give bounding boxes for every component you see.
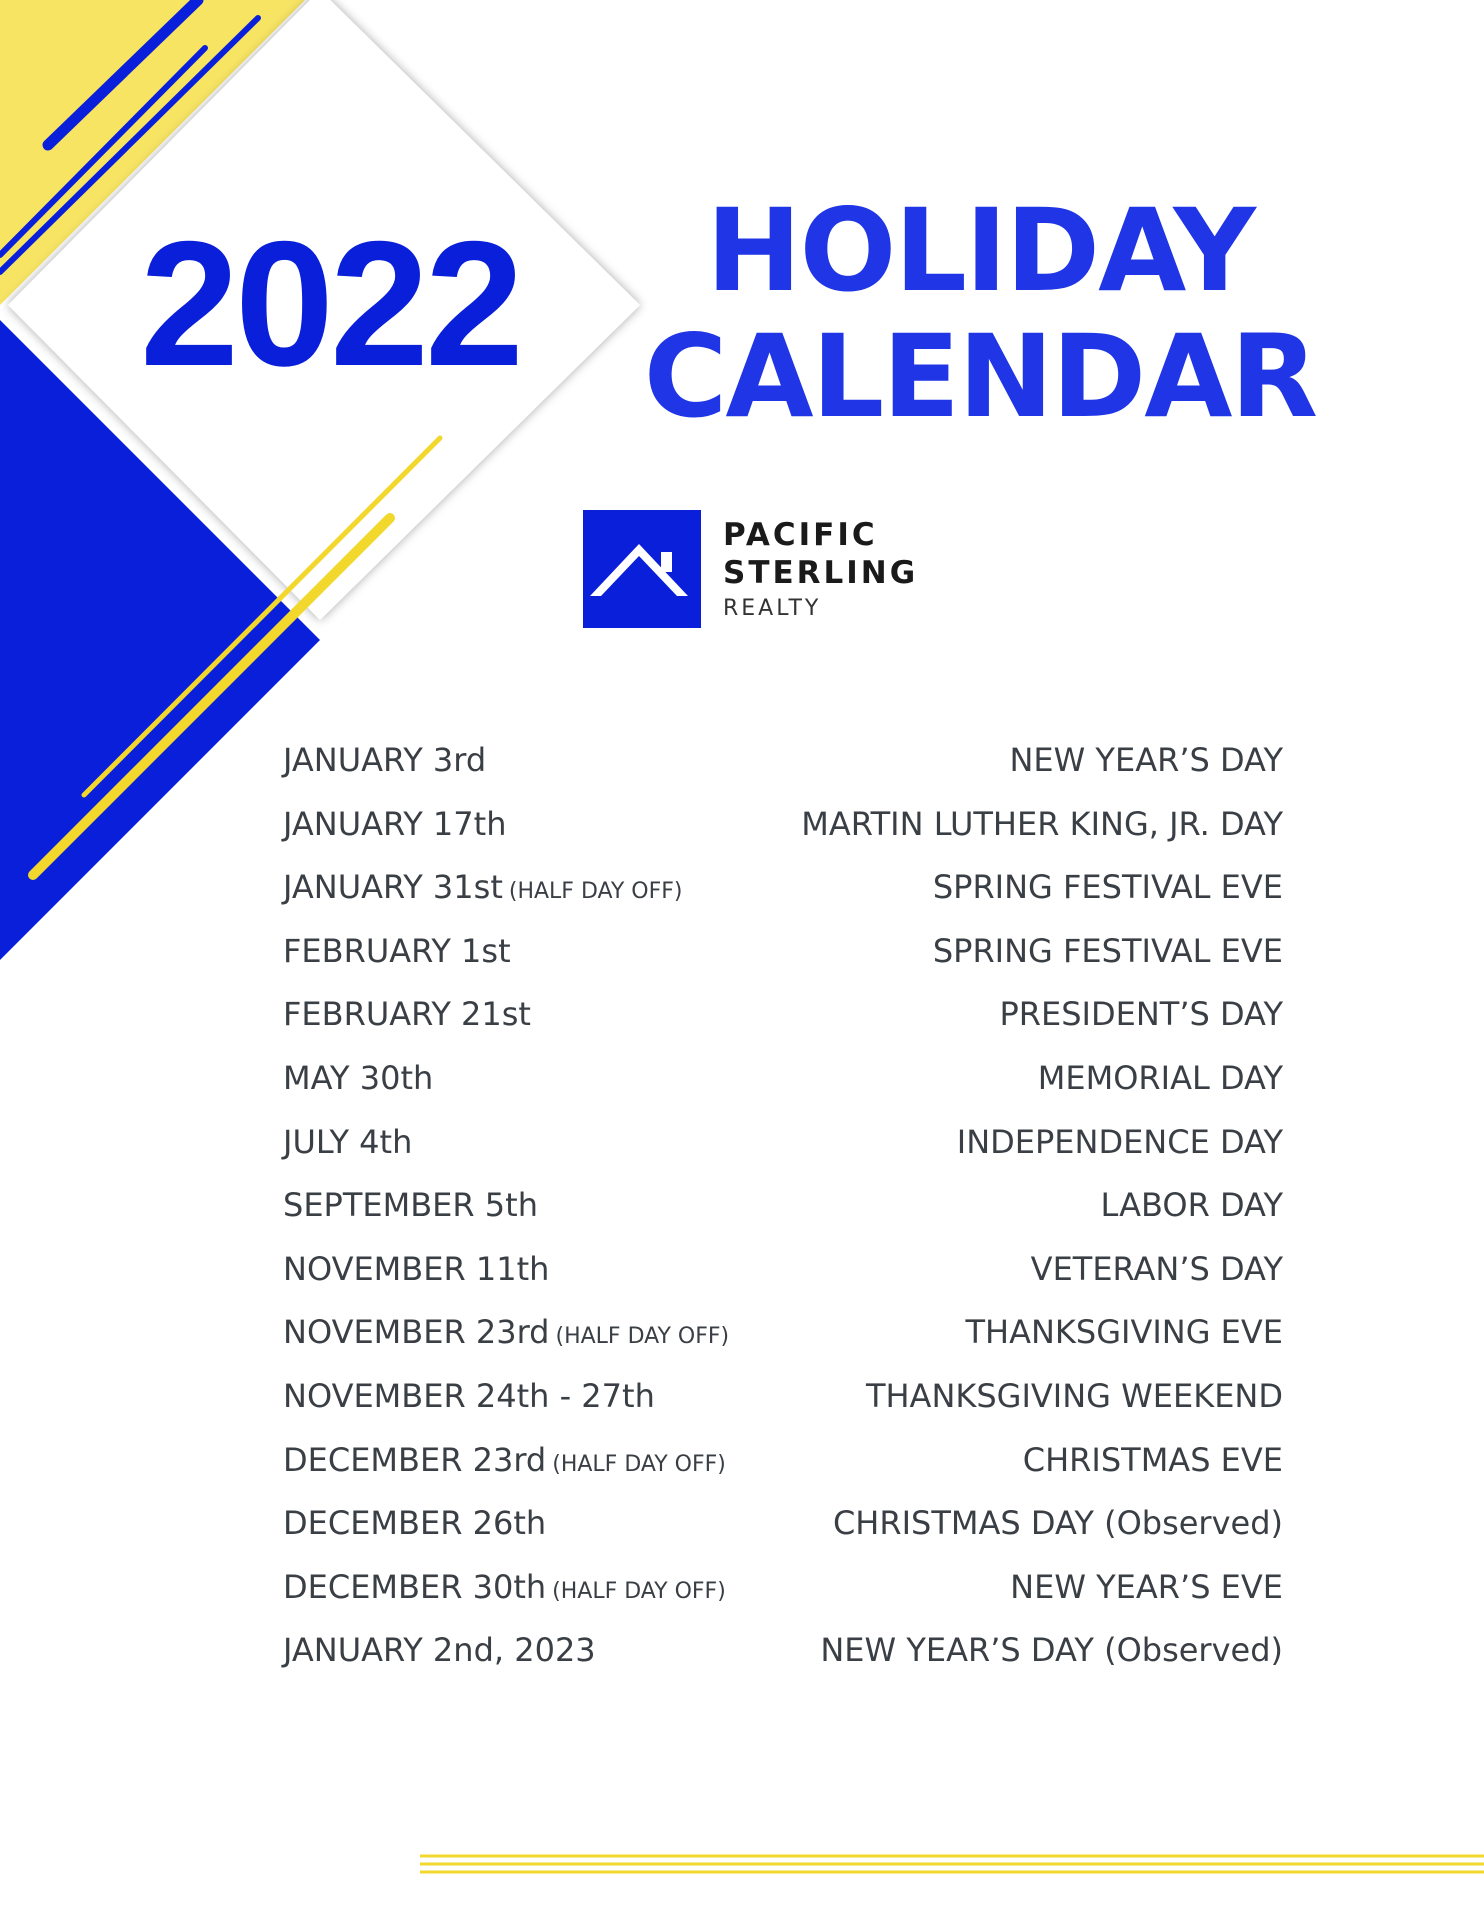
holiday-name: THANKSGIVING WEEKEND <box>865 1376 1283 1415</box>
holiday-date: JANUARY 2nd, 2023 <box>283 1631 596 1670</box>
holiday-date: NOVEMBER 11th <box>283 1249 550 1288</box>
holiday-date: SEPTEMBER 5th <box>283 1186 538 1225</box>
half-day-note: (HALF DAY OFF) <box>555 1324 730 1350</box>
bottom-yellow-lines <box>420 1856 1484 1872</box>
holiday-name: CHRISTMAS EVE <box>1022 1440 1283 1479</box>
holiday-name: CHRISTMAS DAY (Observed) <box>832 1504 1283 1543</box>
holiday-row <box>283 861 1283 925</box>
holiday-row <box>283 988 1283 1052</box>
holiday-date: NOVEMBER 23rd (HALF DAY OFF) <box>283 1313 730 1352</box>
logo-line-realty: REALTY <box>723 596 822 621</box>
holiday-list <box>283 734 1283 1688</box>
holiday-row <box>283 1370 1283 1434</box>
half-day-note: (HALF DAY OFF) <box>552 1451 726 1477</box>
holiday-date: DECEMBER 30th (HALF DAY OFF) <box>283 1567 726 1606</box>
page-title <box>620 184 1340 443</box>
holiday-row <box>283 1052 1283 1116</box>
holiday-name: SPRING FESTIVAL EVE <box>932 931 1283 970</box>
holiday-name: NEW YEAR’S EVE <box>1010 1567 1283 1606</box>
holiday-date: NOVEMBER 24th - 27th <box>283 1376 655 1415</box>
logo-line-pacific: PACIFIC <box>723 517 878 553</box>
holiday-name: LABOR DAY <box>1100 1186 1283 1225</box>
house-roof-icon <box>583 510 701 628</box>
holiday-name: PRESIDENT’S DAY <box>999 995 1283 1034</box>
holiday-row <box>283 1561 1283 1625</box>
holiday-name: NEW YEAR’S DAY (Observed) <box>820 1631 1283 1670</box>
year-heading: 2022 <box>140 204 520 403</box>
holiday-date: FEBRUARY 21st <box>283 995 531 1034</box>
holiday-row <box>283 734 1283 798</box>
holiday-row <box>283 1624 1283 1688</box>
holiday-row <box>283 925 1283 989</box>
half-day-note: (HALF DAY OFF) <box>552 1578 726 1604</box>
holiday-date: JULY 4th <box>283 1122 413 1161</box>
holiday-name: THANKSGIVING EVE <box>965 1313 1283 1352</box>
holiday-date: JANUARY 3rd <box>283 741 487 779</box>
holiday-row <box>283 1306 1283 1370</box>
holiday-row <box>283 1497 1283 1561</box>
holiday-row <box>283 1434 1283 1498</box>
holiday-name: SPRING FESTIVAL EVE <box>932 868 1283 907</box>
half-day-note: (HALF DAY OFF) <box>508 879 683 905</box>
holiday-row <box>283 798 1283 862</box>
holiday-name: VETERAN’S DAY <box>1030 1249 1283 1288</box>
holiday-name: NEW YEAR’S DAY <box>1009 741 1283 779</box>
title-line-holiday: HOLIDAY <box>706 184 1254 317</box>
holiday-name: MARTIN LUTHER KING, JR. DAY <box>801 804 1283 843</box>
holiday-row <box>283 1243 1283 1307</box>
holiday-date: DECEMBER 23rd (HALF DAY OFF) <box>283 1440 726 1479</box>
holiday-date: DECEMBER 26th <box>283 1504 547 1543</box>
holiday-name: INDEPENDENCE DAY <box>956 1122 1283 1161</box>
holiday-row <box>283 1179 1283 1243</box>
holiday-date: FEBRUARY 1st <box>283 931 511 970</box>
holiday-name: MEMORIAL DAY <box>1037 1058 1283 1097</box>
title-line-calendar: CALENDAR <box>643 310 1317 443</box>
holiday-row <box>283 1116 1283 1180</box>
holiday-date: JANUARY 17th <box>283 804 507 843</box>
holiday-date: JANUARY 31st (HALF DAY OFF) <box>283 868 683 907</box>
logo-wordmark <box>723 516 918 626</box>
logo-line-sterling: STERLING <box>723 555 919 591</box>
holiday-date: MAY 30th <box>283 1058 434 1097</box>
company-logo <box>583 510 919 630</box>
